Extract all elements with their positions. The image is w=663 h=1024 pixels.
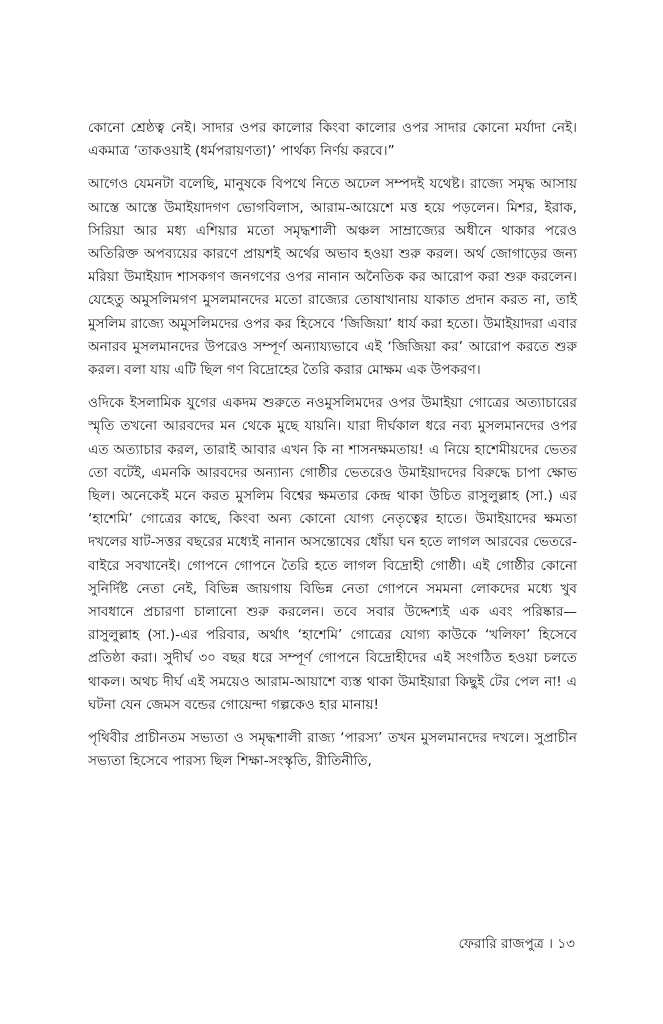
paragraph-2: আগেও যেমনটা বলেছি, মানুষকে বিপথে নিতে অঢেল সম্পদই যথেষ্ট। রাজ্যে সমৃদ্ধ আসায় আস্তে আস্তে উমাইয়াদগণ ভোগবিলাস, আরাম-আয়েশে মত্ত হয়ে পড়লেন। মিশর, ইরাক, সিরিয়া আর মধ্য এশিয়ার মতো সমৃদ্ধশালী অঞ্চল সাম্রাজ্যের অধীনে থাকার পরেও অতিরিক্ত অপব্যয়ের কারণে প্রায়শই অর্থের অভাব হওয়া শুরু করল। অর্থ জোগাড়ের জন্য মরিয়া উমাইয়াদ শাসকগণ জনগণের ওপর নানান অনৈতিক কর আরোপ করা শুরু করলেন। যেহেতু অমুসলিমগণ মুসলমানদের মতো রাজ্যের তোষাখানায় যাকাত প্রদান করত না, তাই মুসলিম রাজ্যে অমুসলিমদের ওপর কর হিসেবে ‘জিজিয়া’ ধার্য করা হতো। উমাইয়াদরা এবার অনারব মুসলমানদের উপরেও সম্পূর্ণ অন্যায্যভাবে এই ‘জিজিয়া কর’ আরোপ করতে শুরু করল। বলা যায় এটি ছিল গণ বিদ্রোহের তৈরি করার মোক্ষম এক উপকরণ। bbox=[88, 176, 577, 379]
paragraph-4: পৃথিবীর প্রাচীনতম সভ্যতা ও সমৃদ্ধশালী রাজ্য ‘পারস্য’ তখন মুসলমানদের দখলে। সুপ্রাচীন সভ্যতা হিসেবে পারস্য ছিল শিক্ষা-সংস্কৃতি, রীতিনীতি, bbox=[88, 730, 577, 770]
running-title-page-number: ফেরারি রাজপুত্র । ১৩ bbox=[458, 936, 575, 952]
paragraph-3: ওদিকে ইসলামিক যুগের একদম শুরুতে নওমুসলিমদের ওপর উমাইয়া গোত্রের অত্যাচারের স্মৃতি তখনো আরবদের মন থেকে মুছে যায়নি। যারা দীর্ঘকাল ধরে নব্য মুসলমানদের ওপর এত অত্যাচার করল, তারাই আবার এখন কি না শাসনক্ষমতায়! এ নিয়ে হাশেমীয়দের ভেতর তো বটেই, এমনকি আরবদের অন্যান্য গোষ্ঠীর ভেতরেও উমাইয়াদদের বিরুদ্ধে চাপা ক্ষোভ ছিল। অনেকেই মনে করত মুসলিম বিশ্বের ক্ষমতার কেন্দ্র থাকা উচিত রাসুলুল্লাহ (সা.) এর ‘হাশেমি’ গোত্রের কাছে, কিংবা অন্য কোনো যোগ্য নেতৃত্বের হাতে। উমাইয়াদের ক্ষমতা দখলের ষাট-সত্তর বছরের মধ্যেই নানান অসন্তোষের ধোঁয়া ঘন হতে লাগল আরবের ভেতরে-বাইরে সবখানেই। গোপনে গোপনে তৈরি হতে লাগল বিদ্রোহী গোষ্ঠী। এই গোষ্ঠীর কোনো সুনির্দিষ্ট নেতা নেই, বিভিন্ন জায়গায় বিভিন্ন নেতা গোপনে সমমনা লোকদের মধ্যে খুব সাবধানে প্রচারণা চালানো শুরু করলেন। তবে সবার উদ্দেশ্যই এক এবং পরিষ্কার— রাসুলুল্লাহ (সা.)-এর পরিবার, অর্থাৎ ‘হাশেমি’ গোত্রের যোগ্য কাউকে ‘খলিফা’ হিসেবে প্রতিষ্ঠা করা। সুদীর্ঘ ৩০ বছর ধরে সম্পূর্ণ গোপনে বিদ্রোহীদের এই সংগঠিত হওয়া চলতে থাকল। অথচ দীর্ঘ এই সময়েও আরাম-আয়াশে ব্যস্ত থাকা উমাইয়ারা কিছুই টের পেল না! এ ঘটনা যেন জেমস বন্ডের গোয়েন্দা গল্পকেও হার মানায়! bbox=[88, 395, 578, 713]
page-footer bbox=[458, 934, 575, 954]
body-text bbox=[88, 117, 577, 783]
paragraph-1: কোনো শ্রেষ্ঠত্ব নেই। সাদার ওপর কালোর কিংবা কালোর ওপর সাদার কোনো মর্যাদা নেই। একমাত্র ‘তাকওয়াই (ধর্মপরায়ণতা)’ পার্থক্য নির্ণয় করবে।” bbox=[88, 120, 577, 160]
